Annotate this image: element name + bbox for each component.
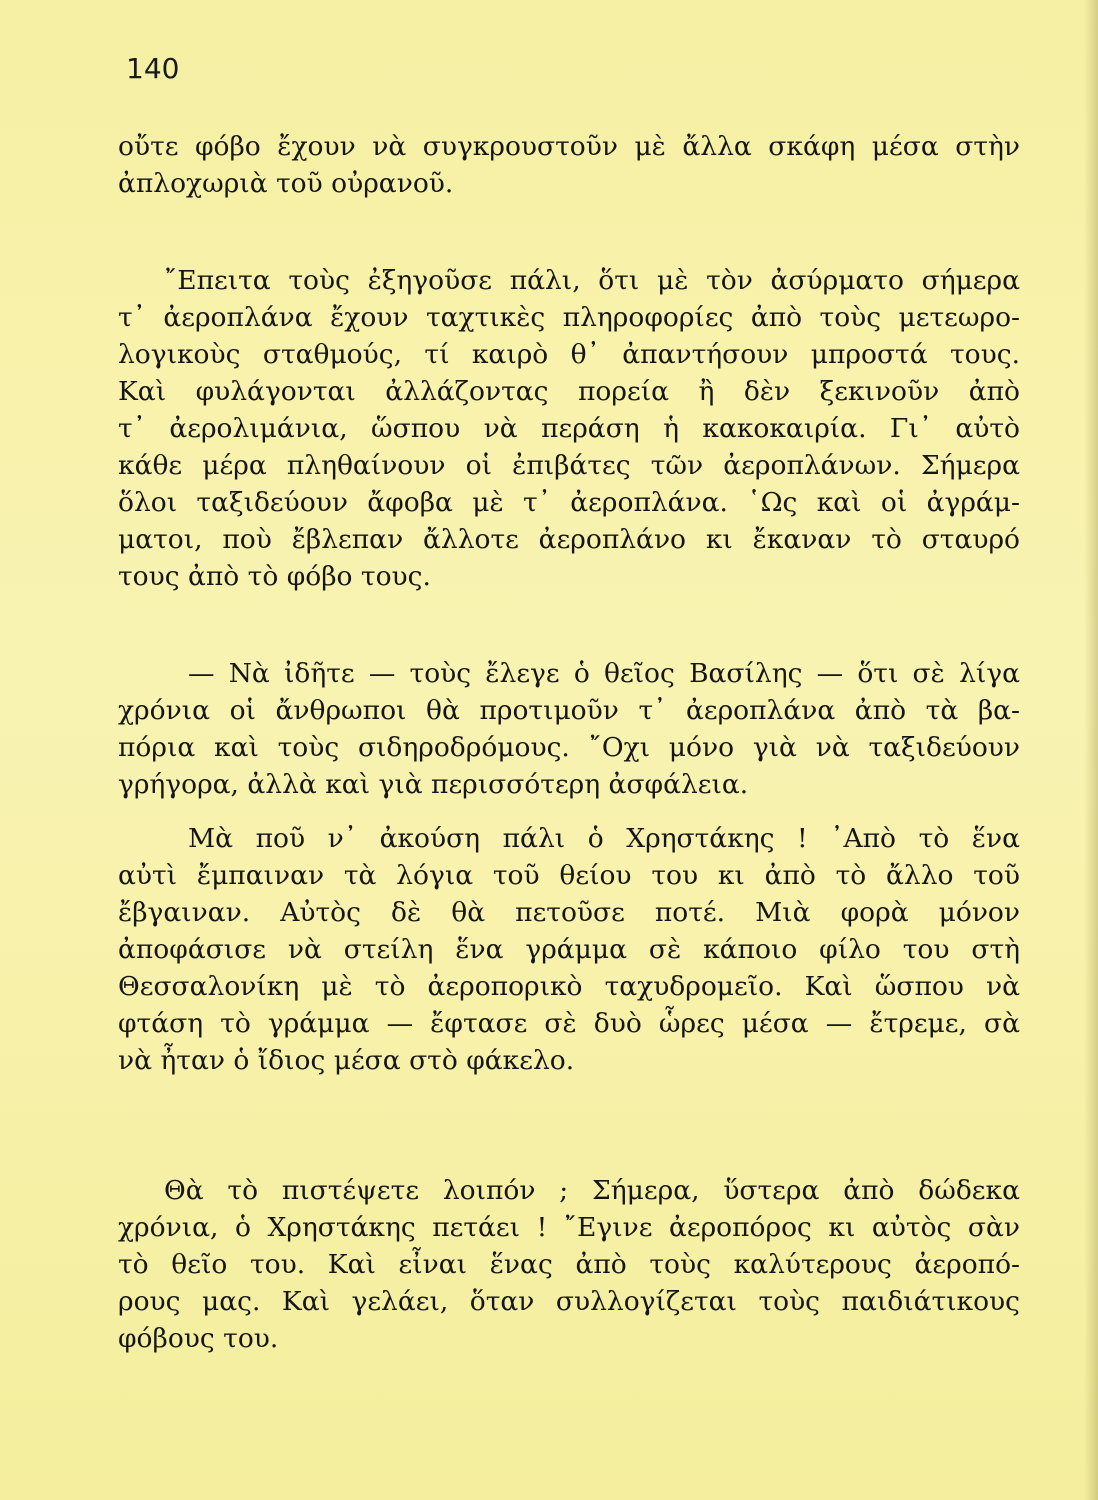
paragraph-3 <box>118 655 1020 803</box>
page-edge-shadow <box>1084 0 1098 1500</box>
text-line: οὔτε φόβο ἔχουν νὰ συγκρουστοῦν μὲ ἄλλα σκάφη μέσα στὴν <box>118 131 1020 162</box>
text-line: ὅλοι ταξιδεύουν ἄφοβα μὲ τ᾽ ἀεροπλάνα. ῾Ως καὶ οἱ ἀγράμ- <box>118 487 1020 518</box>
text-line: τ᾽ ἀεροπλάνα ἔχουν ταχτικὲς πληροφορίες ἀπὸ τοὺς μετεωρο- <box>118 302 1020 333</box>
text-line: ῎Επειτα τοὺς ἐξηγοῦσε πάλι, ὅτι μὲ τὸν ἀσύρματο σήμερα <box>164 265 1020 296</box>
text-line: γρήγορα, ἀλλὰ καὶ γιὰ περισσότερη ἀσφάλεια. <box>118 769 749 800</box>
paragraph-1 <box>118 128 1020 202</box>
text-line: — Νὰ ἰδῆτε — τοὺς ἔλεγε ὁ θεῖος Βασίλης — ὅτι σὲ λίγα <box>188 658 1020 689</box>
text-line: αὐτὶ ἔμπαιναν τὰ λόγια τοῦ θείου του κι ἀπὸ τὸ ἄλλο τοῦ <box>118 860 1020 891</box>
text-line: ἀποφάσισε νὰ στείλη ἕνα γράμμα σὲ κάποιο φίλο του στὴ <box>118 934 1020 965</box>
text-line: ματοι, ποὺ ἔβλεπαν ἄλλοτε ἀεροπλάνο κι ἔκαναν τὸ σταυρό <box>118 524 1020 555</box>
text-line: τ᾽ ἀερολιμάνια, ὥσπου νὰ περάση ἡ κακοκαιρία. Γι᾽ αὐτὸ <box>118 413 1020 444</box>
paragraph-2 <box>118 262 1020 595</box>
text-line: πόρια καὶ τοὺς σιδηροδρόμους. ῎Οχι μόνο γιὰ νὰ ταξιδεύουν <box>118 732 1020 763</box>
paragraph-4 <box>118 820 1020 1079</box>
text-line: φτάση τὸ γράμμα — ἔφτασε σὲ δυὸ ὧρες μέσα — ἔτρεμε, σὰ <box>118 1008 1020 1039</box>
text-line: Μὰ ποῦ ν᾽ ἀκούση πάλι ὁ Χρηστάκης ! ᾽Απὸ τὸ ἕνα <box>188 823 1020 854</box>
text-line: λογικοὺς σταθμούς, τί καιρὸ θ᾽ ἀπαντήσουν μπροστά τους. <box>118 339 1020 370</box>
text-line: χρόνια οἱ ἄνθρωποι θὰ προτιμοῦν τ᾽ ἀεροπλάνα ἀπὸ τὰ βα- <box>118 695 1020 726</box>
text-line: φόβους του. <box>118 1323 279 1354</box>
paragraph-5 <box>118 1172 1020 1357</box>
text-line: νὰ ἦταν ὁ ἴδιος μέσα στὸ φάκελο. <box>118 1045 575 1076</box>
text-line: χρόνια, ὁ Χρηστάκης πετάει ! ῎Εγινε ἀεροπόρος κι αὐτὸς σὰν <box>118 1212 1020 1243</box>
text-line: Καὶ φυλάγονται ἀλλάζοντας πορεία ἢ δὲν ξεκινοῦν ἀπὸ <box>118 376 1020 407</box>
text-line: ἔβγαιναν. Αὐτὸς δὲ θὰ πετοῦσε ποτέ. Μιὰ φορὰ μόνον <box>118 897 1020 928</box>
text-line: Θεσσαλονίκη μὲ τὸ ἀεροπορικὸ ταχυδρομεῖο. Καὶ ὥσπου νὰ <box>118 971 1020 1002</box>
text-line: Θὰ τὸ πιστέψετε λοιπόν ; Σήμερα, ὕστερα ἀπὸ δώδεκα <box>164 1175 1020 1206</box>
text-line: κάθε μέρα πληθαίνουν οἱ ἐπιβάτες τῶν ἀεροπλάνων. Σήμερα <box>118 450 1020 481</box>
text-line: τὸ θεῖο του. Καὶ εἶναι ἕνας ἀπὸ τοὺς καλύτερους ἀεροπό- <box>118 1249 1020 1280</box>
text-line: ἀπλοχωριὰ τοῦ οὐρανοῦ. <box>118 168 454 199</box>
text-line: τους ἀπὸ τὸ φόβο τους. <box>118 561 431 592</box>
text-line: ρους μας. Καὶ γελάει, ὅταν συλλογίζεται τοὺς παιδιάτικους <box>118 1286 1020 1317</box>
page-number: 140 <box>126 52 180 85</box>
